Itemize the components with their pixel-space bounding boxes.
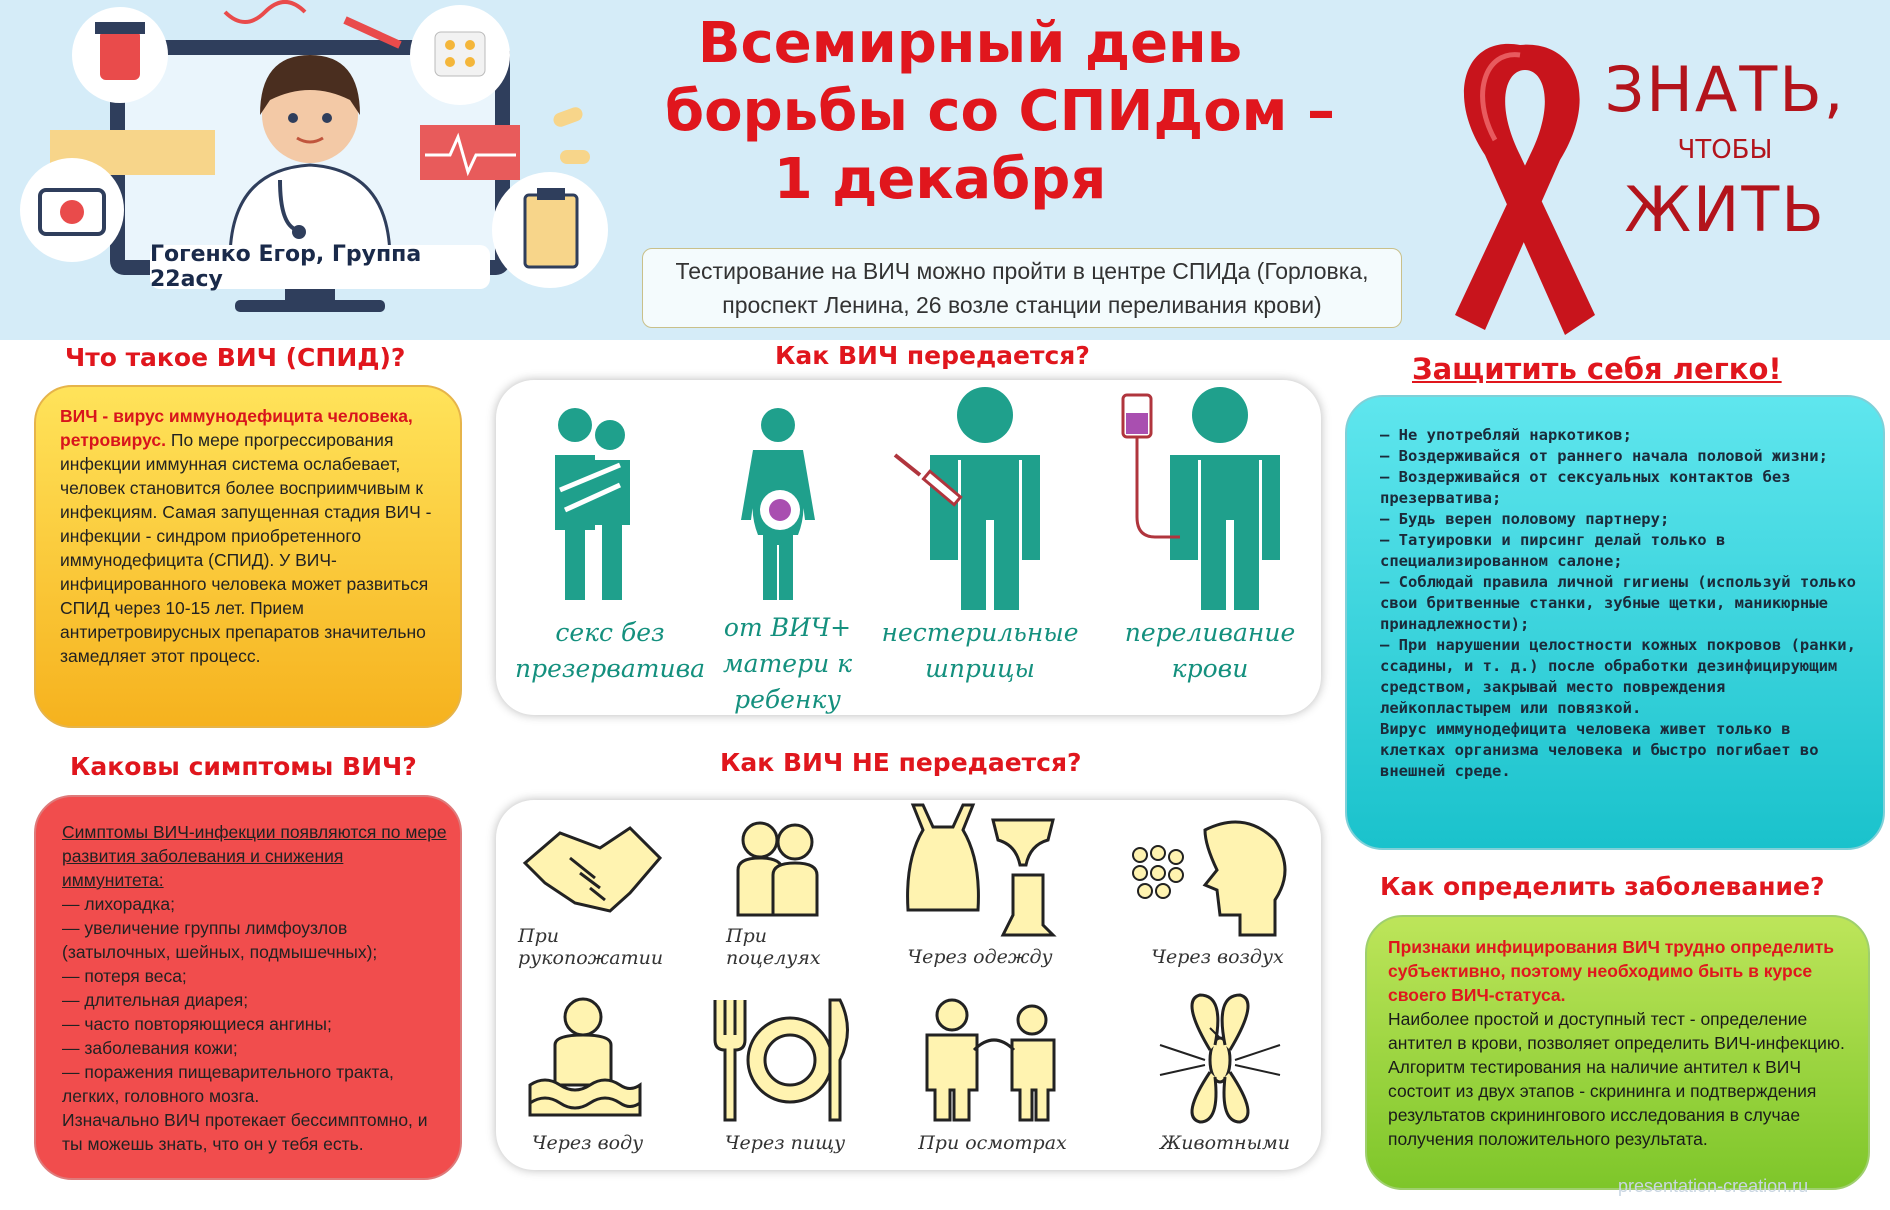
symptom-item: — длительная диарея; xyxy=(62,990,249,1010)
title-line-3: 1 декабря xyxy=(773,147,1107,212)
what-is-body: По мере прогрессирования инфекции иммунная система ослабевает, человек становится более восприимчивым к инфекциям. Самая запущенная стадия ВИЧ - инфекции - синдром приобретенного иммунодефицита (СПИД). У ВИЧ-инфицированного человека может развиться СПИД через 10-15 лет. Прием антиретровирусных препаратов значительно замедляет этот процесс. xyxy=(60,430,432,666)
food-icon xyxy=(705,995,855,1125)
symptoms-text xyxy=(62,820,447,1156)
symptoms-tail: Изначально ВИЧ протекает бессимптомно, и ты можешь знать, что он у тебя есть. xyxy=(62,1110,428,1154)
caption-water: Через воду xyxy=(531,1132,644,1154)
detect-heading: Как определить заболевание? xyxy=(1380,872,1825,901)
symptoms-heading: Каковы симптомы ВИЧ? xyxy=(70,752,417,781)
handshake-icon xyxy=(520,818,665,923)
title-line-2: борьбы со СПИДом – xyxy=(665,79,1335,144)
caption-mother: от ВИЧ+ матери к ребенку xyxy=(722,613,853,714)
syringe-man-icon xyxy=(885,385,1065,610)
caption-air: Через воздух xyxy=(1151,946,1284,968)
testing-info: Тестирование на ВИЧ можно пройти в центре СПИДа (Горловка, проспект Ленина, 26 возле станции переливания крови) xyxy=(642,248,1402,328)
what-is-text xyxy=(60,404,445,668)
symptom-item: — поражения пищеварительного тракта, легких, головного мозга. xyxy=(62,1062,394,1106)
protect-item: — Будь верен половому партнеру; xyxy=(1380,510,1670,528)
protect-item: — Воздерживайся от раннего начала половой жизни; xyxy=(1380,447,1828,465)
caption-sex: секс без презерватива xyxy=(514,618,706,683)
kiss-icon xyxy=(730,820,825,920)
airborne-icon xyxy=(1125,815,1305,940)
what-is-lead: ВИЧ - вирус иммунодефицита человека, ретровирус. xyxy=(60,406,413,450)
water-icon xyxy=(525,995,645,1125)
mosquito-icon xyxy=(1150,990,1290,1130)
pregnant-woman-icon xyxy=(728,405,828,605)
caption-transfusion: переливание крови xyxy=(1124,618,1296,683)
symptom-item: — увеличение группы лимфоузлов (затылочных, шейных, подмышечных); xyxy=(62,918,378,962)
protect-item: — Не употребляй наркотиков; xyxy=(1380,426,1632,444)
slogan-top: ЗНАТЬ, xyxy=(1604,53,1846,126)
watermark: presentation-creation.ru xyxy=(1618,1176,1809,1196)
protect-note: Вирус иммунодефицита человека живет только в клетках организма человека и быстро погибает во внешней среде. xyxy=(1380,720,1819,780)
protect-item: — Соблюдай правила личной гигиены (используй только свои бритвенные станки, зубные щетки, маникюрные принадлежности); xyxy=(1380,573,1856,633)
detect-text xyxy=(1388,935,1853,1151)
caption-animals: Животными xyxy=(1159,1132,1291,1154)
caption-exam: При осмотрах xyxy=(918,1132,1067,1154)
protect-item: — При нарушении целостности кожных покровов (ранки, ссадины, и т. д.) после обработки дезинфицирующим средством, закрывай место повреждения лейкопластырем или повязкой. xyxy=(1380,636,1856,717)
symptom-item: — часто повторяющиеся ангины; xyxy=(62,1014,332,1034)
examination-icon xyxy=(912,995,1067,1125)
protect-text xyxy=(1380,425,1860,782)
what-is-heading: Что такое ВИЧ (СПИД)? xyxy=(65,343,406,372)
protect-item: — Татуировки и пирсинг делай только в специализированном салоне; xyxy=(1380,531,1726,570)
caption-food: Через пищу xyxy=(724,1132,846,1154)
red-ribbon-icon xyxy=(1425,15,1625,335)
author-label: Гогенко Егор, Группа 22асу xyxy=(150,245,490,289)
clothes-icon xyxy=(898,800,1058,945)
title-line-1: Всемирный день xyxy=(697,11,1243,76)
symptom-item: — потеря веса; xyxy=(62,966,187,986)
symptoms-lead: Симптомы ВИЧ-инфекции появляются по мере развития заболевания и снижения иммунитета: xyxy=(62,822,447,890)
caption-kiss: При поцелуях xyxy=(726,925,821,969)
protect-heading: Защитить себя легко! xyxy=(1412,352,1782,386)
detect-body: Наиболее простой и доступный тест - определение антител в крови, позволяет определить ВИЧ-инфекцию. Алгоритм тестирования на наличие антител к ВИЧ состоит из двух этапов - скрининга и подтверждения результатов скринингового исследования в случае получения положительного результата. xyxy=(1388,1009,1845,1149)
caption-syringes: нестерильные шприцы xyxy=(881,618,1079,683)
protect-item: — Воздерживайся от сексуальных контактов без презерватива; xyxy=(1380,468,1791,507)
transmitted-heading: Как ВИЧ передается? xyxy=(775,341,1090,370)
slogan-mid: ЧТОБЫ xyxy=(1677,135,1773,165)
slogan-bottom: ЖИТЬ xyxy=(1624,173,1826,246)
not-transmitted-heading: Как ВИЧ НЕ передается? xyxy=(720,748,1082,777)
symptom-item: — лихорадка; xyxy=(62,894,175,914)
page-title xyxy=(650,10,1350,214)
slogan xyxy=(1600,55,1850,245)
symptom-item: — заболевания кожи; xyxy=(62,1038,238,1058)
caption-handshake: При рукопожатии xyxy=(518,925,664,969)
transfusion-icon xyxy=(1115,385,1295,610)
caption-clothes: Через одежду xyxy=(907,946,1053,968)
couple-icon xyxy=(540,400,640,610)
detect-lead: Признаки инфицирования ВИЧ трудно определить субъективно, поэтому необходимо быть в курсе своего ВИЧ-статуса. xyxy=(1388,937,1835,1005)
